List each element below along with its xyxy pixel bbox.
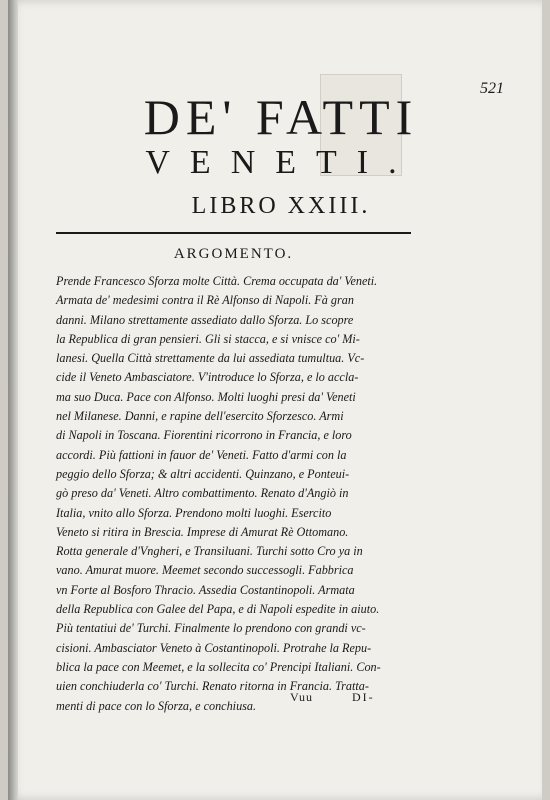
text-line: accordi. Più fattioni in fauor de' Veneti. Fatto d'armi con la: [56, 447, 347, 462]
text-line: vn Forte al Bosforo Thracio. Assedia Costantinopoli. Armata: [56, 582, 355, 597]
book-title: LIBRO XXIII.: [191, 193, 371, 219]
text-line: Veneto si ritira in Brescia. Imprese di Amurat Rè Ottomano.: [56, 524, 349, 539]
catchword: DI-: [352, 690, 375, 704]
text-line: lanesi. Quella Città strettamente da lui assediata tumultua. Vc-: [56, 351, 365, 366]
text-line: Prende Francesco Sforza molte Città. Crema occupata da' Veneti.: [56, 274, 378, 288]
argument-text: [56, 272, 408, 716]
gutter-shadow: [8, 0, 18, 800]
text-line: della Republica con Galee del Papa, e di Napoli espedite in aiuto.: [56, 602, 380, 617]
section-heading: ARGOMENTO.: [173, 246, 294, 262]
text-line: menti di pace con lo Sforza, e conchiusa.: [56, 698, 257, 713]
text-line: danni. Milano strettamente assediato dallo Sforza. Lo scopre: [56, 312, 354, 327]
signature-mark: Vuu: [290, 690, 313, 704]
text-line: blica la pace con Meemet, e la sollecita co' Prencipi Italiani. Con-: [56, 659, 381, 674]
text-line: Armata de' medesimi contra il Rè Alfonso di Napoli. Fà gran: [56, 293, 354, 308]
text-line: vano. Amurat muore. Meemet secondo successogli. Fabbrica: [56, 563, 354, 578]
book-page: [8, 0, 542, 800]
page-number: 521: [480, 80, 504, 97]
text-line: ma suo Duca. Pace con Alfonso. Molti luoghi presi da' Veneti: [56, 389, 356, 404]
text-line: Rotta generale d'Vngheri, e Transiluani. Turchi sotto Cro ya in: [56, 544, 363, 559]
text-line: Più tentatiui de' Turchi. Finalmente lo prendono con grandi vc-: [56, 621, 366, 636]
page-title: DE' FATTI: [143, 89, 419, 145]
text-line: nel Milanese. Danni, e rapine dell'esercito Sforzesco. Armi: [56, 409, 344, 424]
text-line: peggio dello Sforza; & altri accidenti. Quinzano, e Ponteui-: [56, 466, 350, 481]
text-line: gò preso da' Veneti. Altro combattimento. Renato d'Angiò in: [56, 486, 349, 501]
text-line: cisioni. Ambasciator Veneto à Costantinopoli. Protrahe la Repu-: [56, 640, 372, 655]
text-line: uien conchiuderla co' Turchi. Renato ritorna in Francia. Tratta-: [56, 679, 369, 694]
divider-rule: [56, 232, 411, 234]
page-subtitle: VENETI.: [145, 144, 417, 181]
text-line: di Napoli in Toscana. Fiorentini ricorrono in Francia, e loro: [56, 428, 352, 443]
text-line: Italia, vnito allo Sforza. Prendono molti luoghi. Esercito: [56, 505, 332, 520]
text-line: la Republica di gran pensieri. Gli si stacca, e si vnisce co' Mi-: [56, 331, 360, 346]
text-line: cide il Veneto Ambasciatore. V'introduce lo Sforza, e lo accla-: [56, 370, 359, 385]
